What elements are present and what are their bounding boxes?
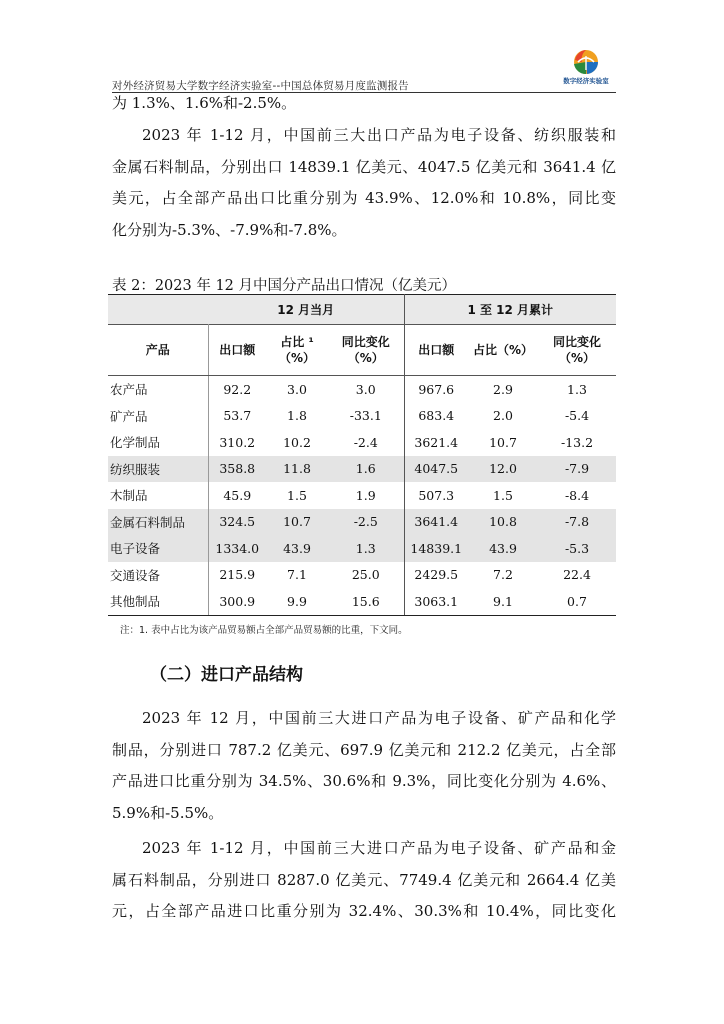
cell-month-yoy: -33.1 xyxy=(328,403,404,430)
cell-month-yoy: 25.0 xyxy=(328,562,404,589)
cell-ytd-share: 2.0 xyxy=(493,408,513,424)
globe-icon xyxy=(558,48,614,78)
cell-product: 交通设备 xyxy=(108,562,208,589)
cell-ytd-export: 3063.1 xyxy=(404,588,468,615)
table-row xyxy=(108,403,616,430)
cell-product: 金属石料制品 xyxy=(108,509,208,536)
cell-ytd-yoy: -8.4 xyxy=(564,487,590,503)
text-line: 产品进口比重分别为 34.5%、30.6%和 9.3%，同比变化分别为 4.6%、 xyxy=(112,772,616,790)
cell-month-export: 1334.0 xyxy=(208,535,266,562)
table-group-header xyxy=(108,295,616,325)
cell-month-yoy: 3.0 xyxy=(328,376,404,403)
cell-month-share: 9.9 xyxy=(266,588,328,615)
col-yoy: 同比变化（%） xyxy=(328,325,404,376)
table-row xyxy=(108,509,616,536)
cell-ytd-share: 10.7 xyxy=(489,434,517,450)
cell-product: 木制品 xyxy=(108,482,208,509)
cell-month-export: 53.7 xyxy=(223,408,252,424)
cell-ytd-share: 1.5 xyxy=(493,487,513,503)
section-heading: （二）进口产品结构 xyxy=(150,665,303,685)
cell-product: 矿产品 xyxy=(108,403,208,430)
text-line: 美元，占全部产品出口比重分别为 43.9%、12.0%和 10.8%，同比变 xyxy=(112,189,616,207)
cell-month-export: 215.9 xyxy=(219,567,256,583)
table-row xyxy=(108,562,616,589)
table-row xyxy=(108,429,616,456)
cell-ytd-share: 9.1 xyxy=(468,588,538,615)
cell-month-export: 324.5 xyxy=(208,509,266,536)
cell-ytd-export: 14839.1 xyxy=(404,535,468,562)
cell-ytd-yoy: 1.3 xyxy=(567,381,587,397)
cell-month-export: 358.8 xyxy=(208,456,266,483)
table-row xyxy=(108,535,616,562)
logo-caption: 数字经济实验室 xyxy=(563,77,609,85)
paragraph-import-month xyxy=(112,703,616,829)
cell-ytd-share: 43.9 xyxy=(468,535,538,562)
table-caption: 表 2：2023 年 12 月中国分产品出口情况（亿美元） xyxy=(112,278,457,294)
cell-month-yoy: 1.9 xyxy=(328,482,404,509)
cell-ytd-yoy: -7.9 xyxy=(538,456,616,483)
cell-ytd-export: 4047.5 xyxy=(404,456,468,483)
cell-ytd-share: 10.8 xyxy=(468,509,538,536)
cell-month-yoy: -2.4 xyxy=(328,429,404,456)
cell-ytd-yoy: 0.7 xyxy=(538,588,616,615)
cell-month-yoy: 1.6 xyxy=(328,456,404,483)
cell-ytd-share: 7.2 xyxy=(493,567,513,583)
report-title: 对外经济贸易大学数字经济实验室--中国总体贸易月度监测报告 xyxy=(112,80,409,92)
table-column-header xyxy=(108,325,616,376)
cell-month-yoy: -2.5 xyxy=(328,509,404,536)
text-line: 制品，分别进口 787.2 亿美元、697.9 亿美元和 212.2 亿美元，占全部 xyxy=(112,740,616,759)
table-row xyxy=(108,588,616,615)
table-row xyxy=(108,482,616,509)
lab-logo xyxy=(558,48,614,88)
cell-ytd-yoy: 22.4 xyxy=(563,567,591,583)
paragraph-export-summary xyxy=(112,120,616,246)
cell-month-export: 300.9 xyxy=(208,588,266,615)
cell-month-yoy: 15.6 xyxy=(328,588,404,615)
col-product: 产品 xyxy=(108,325,208,376)
cell-product: 农产品 xyxy=(108,376,208,403)
text-line: 化分别为-5.3%、-7.9%和-7.8%。 xyxy=(112,220,347,239)
text-line: 2023 年 1-12 月，中国前三大进口产品为电子设备、矿产品和金 xyxy=(142,839,616,857)
cell-ytd-yoy: -7.8 xyxy=(538,509,616,536)
group-ytd: 1 至 12 月累计 xyxy=(404,295,616,325)
cell-month-export: 92.2 xyxy=(223,381,252,397)
text-line: 属石料制品，分别进口 8287.0 亿美元、7749.4 亿美元和 2664.4 亿美 xyxy=(112,870,616,889)
cell-month-share: 10.7 xyxy=(266,509,328,536)
export-table xyxy=(108,294,616,616)
cell-ytd-export: 2429.5 xyxy=(414,567,459,583)
cell-product: 化学制品 xyxy=(108,429,208,456)
cell-ytd-share: 2.9 xyxy=(493,381,513,397)
text-line: 2023 年 1-12 月，中国前三大出口产品为电子设备、纺织服装和 xyxy=(142,126,616,144)
cell-ytd-export: 3621.4 xyxy=(414,434,459,450)
cell-month-share: 10.2 xyxy=(283,434,311,450)
text-line: 金属石料制品，分别出口 14839.1 亿美元、4047.5 亿美元和 3641.4 亿 xyxy=(112,157,616,176)
cell-month-share: 1.5 xyxy=(287,487,307,503)
col-export-ytd: 出口额 xyxy=(404,325,468,376)
group-month: 12 月当月 xyxy=(208,295,404,325)
cell-ytd-export: 507.3 xyxy=(418,487,455,503)
text-line: 5.9%和-5.5%。 xyxy=(112,803,224,822)
cell-month-share: 3.0 xyxy=(287,381,307,397)
text-line: 2023 年 12 月，中国前三大进口产品为电子设备、矿产品和化学 xyxy=(142,709,616,727)
cell-ytd-yoy: -5.3 xyxy=(538,535,616,562)
col-export: 出口额 xyxy=(208,325,266,376)
col-yoy-ytd: 同比变化（%） xyxy=(538,325,616,376)
cell-ytd-yoy: -5.4 xyxy=(564,408,590,424)
cell-ytd-share: 12.0 xyxy=(468,456,538,483)
col-share: 占比 ¹（%） xyxy=(266,325,328,376)
cell-month-yoy: 1.3 xyxy=(328,535,404,562)
table-note: 注：1. 表中占比为该产品贸易额占全部产品贸易额的比重，下文同。 xyxy=(120,625,408,636)
cell-product: 纺织服装 xyxy=(108,456,208,483)
paragraph-continued xyxy=(112,88,616,120)
paragraph-import-ytd xyxy=(112,833,616,928)
cell-month-share: 7.1 xyxy=(287,567,307,583)
cell-ytd-export: 3641.4 xyxy=(404,509,468,536)
cell-month-export: 45.9 xyxy=(223,487,252,503)
cell-month-share: 43.9 xyxy=(266,535,328,562)
cell-month-share: 1.8 xyxy=(287,408,307,424)
cell-month-share: 11.8 xyxy=(266,456,328,483)
cell-ytd-export: 967.6 xyxy=(418,381,455,397)
cell-month-export: 310.2 xyxy=(219,434,256,450)
table-row xyxy=(108,376,616,403)
cell-product: 其他制品 xyxy=(108,588,208,615)
table-row xyxy=(108,456,616,483)
text-line: 为 1.3%、1.6%和-2.5%。 xyxy=(112,94,297,112)
cell-ytd-yoy: -13.2 xyxy=(560,434,594,450)
cell-product: 电子设备 xyxy=(108,535,208,562)
text-line: 元，占全部产品进口比重分别为 32.4%、30.3%和 10.4%，同比变化 xyxy=(112,902,616,920)
col-share-ytd: 占比（%） xyxy=(468,325,538,376)
cell-ytd-export: 683.4 xyxy=(418,408,455,424)
